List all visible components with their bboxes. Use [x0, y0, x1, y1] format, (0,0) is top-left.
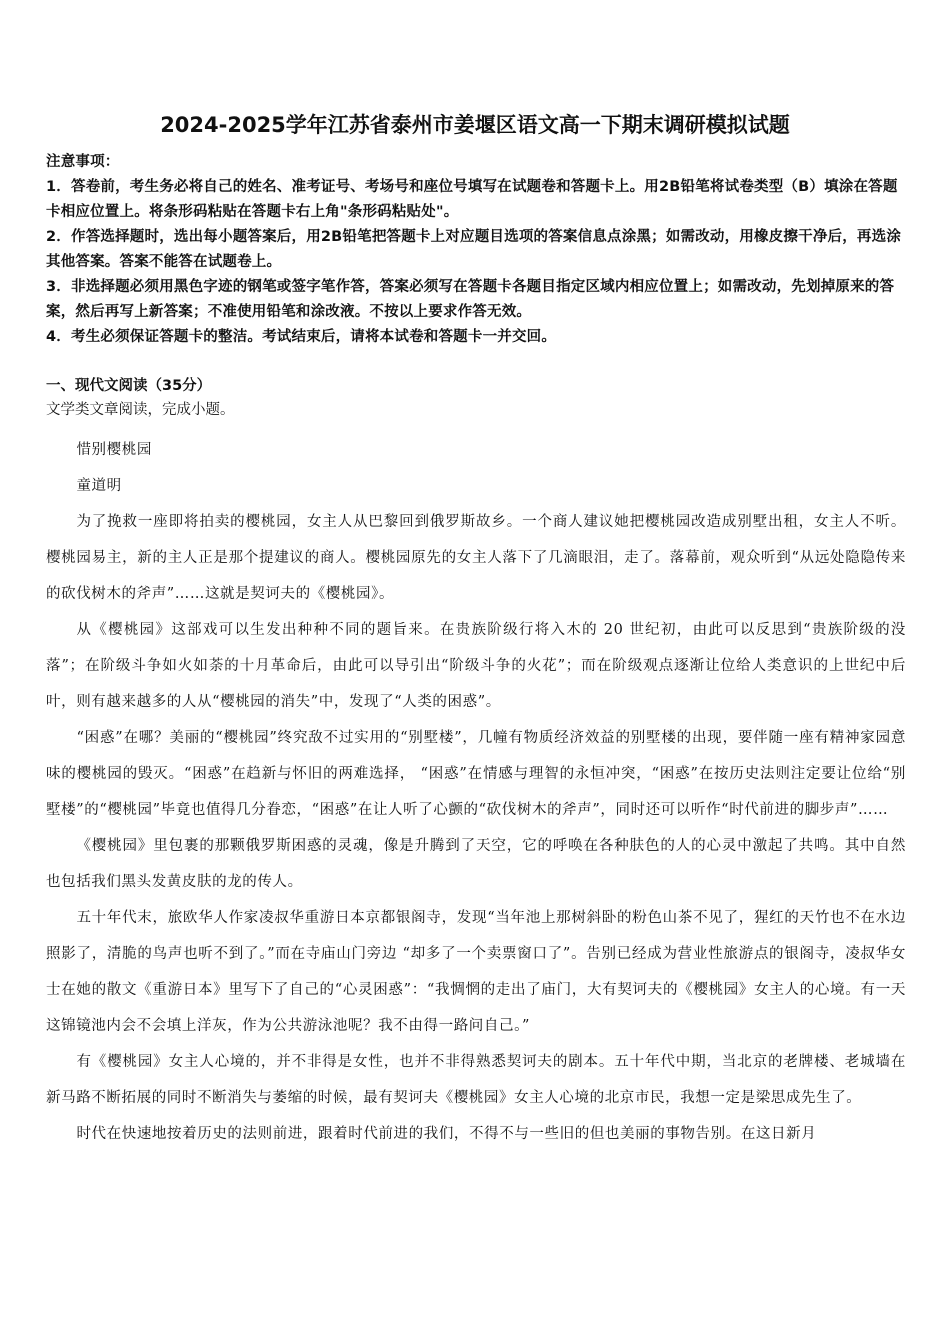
page-title: 2024-2025学年江苏省泰州市姜堰区语文高一下期末调研模拟试题 — [160, 113, 790, 137]
notice-heading: 注意事项： — [46, 154, 120, 170]
section-instruction: 文学类文章阅读，完成小题。 — [46, 402, 235, 418]
article-body — [46, 432, 906, 1152]
article-paragraph-3: “困惑”在哪？美丽的“樱桃园”终究敌不过实用的“别墅楼”，几幢有物质经济效益的别墅楼的出现，要伴随一座有精神家园意味的樱桃园的毁灭。“困惑”在趋新与怀旧的两难选择， “困惑”在情感与理智的永恒冲突，“困惑”在按历史法则注定要让位给“别墅楼”的“樱桃园”毕竟也值得几分眷恋，“困惑”在让人听了心颤的“砍伐树木的斧声”，同时还可以听作“时代前进的脚步声”…… — [46, 730, 906, 818]
notice-item-4: 4．考生必须保证答题卡的整洁。考试结束后，请将本试卷和答题卡一并交回。 — [46, 329, 557, 345]
section-heading: 一、现代文阅读（35分） — [46, 378, 212, 394]
notice-block — [46, 150, 906, 350]
notice-item-3: 3．非选择题必须用黑色字迹的钢笔或签字笔作答，答案必须写在答题卡各题目指定区域内相应位置上；如需改动，先划掉原来的答案，然后再写上新答案；不准使用铅笔和涂改液。不按以上要求作答无效。 — [46, 279, 895, 320]
article-paragraph-4: 《樱桃园》里包裹的那颗俄罗斯困惑的灵魂，像是升腾到了天空，它的呼唤在各种肤色的人的心灵中激起了共鸣。其中自然也包括我们黑头发黄皮肤的龙的传人。 — [46, 838, 906, 890]
article-paragraph-2: 从《樱桃园》这部戏可以生发出种种不同的题旨来。在贵族阶级行将入木的 20 世纪初，由此可以反思到“贵族阶级的没落”；在阶级斗争如火如荼的十月革命后，由此可以导引出“阶级斗争的火花”；而在阶级观点逐渐让位给人类意识的上世纪中后叶，则有越来越多的人从“樱桃园的消失”中，发现了“人类的困惑”。 — [46, 622, 906, 710]
notice-item-1: 1．答卷前，考生务必将自己的姓名、准考证号、考场号和座位号填写在试题卷和答题卡上。用2B铅笔将试卷类型（B）填涂在答题卡相应位置上。将条形码粘贴在答题卡右上角"条形码粘贴处"。 — [46, 179, 898, 220]
article-paragraph-7: 时代在快速地按着历史的法则前进，跟着时代前进的我们，不得不与一些旧的但也美丽的事物告别。在这日新月 — [76, 1126, 817, 1142]
article-paragraph-5: 五十年代末，旅欧华人作家凌叔华重游日本京都银阁寺，发现“当年池上那树斜卧的粉色山茶不见了，猩红的天竹也不在水边照影了，清脆的鸟声也听不到了。”而在寺庙山门旁边 “却多了一个卖票窗口了”。告别已经成为营业性旅游点的银阁寺，凌叔华女士在她的散文《重游日本》里写下了自己的“心灵困惑”：“我惆惘的走出了庙门，大有契诃夫的《樱桃园》女主人的心境。有一天这锦镜池内会不会填上洋灰，作为公共游泳池呢？我不由得一路问自己。” — [46, 910, 906, 1034]
article-title: 惜别樱桃园 — [76, 442, 152, 458]
article-author: 童道明 — [76, 478, 122, 494]
article-paragraph-1: 为了挽救一座即将拍卖的樱桃园，女主人从巴黎回到俄罗斯故乡。一个商人建议她把樱桃园改造成别墅出租，女主人不听。樱桃园易主，新的主人正是那个提建议的商人。樱桃园原先的女主人落下了几滴眼泪，走了。落幕前，观众听到“从远处隐隐传来的砍伐树木的斧声”……这就是契诃夫的《樱桃园》。 — [46, 514, 906, 602]
notice-item-2: 2．作答选择题时，选出每小题答案后，用2B铅笔把答题卡上对应题目选项的答案信息点涂黑；如需改动，用橡皮擦干净后，再选涂其他答案。答案不能答在试题卷上。 — [46, 229, 902, 270]
article-paragraph-6: 有《樱桃园》女主人心境的，并不非得是女性，也并不非得熟悉契诃夫的剧本。五十年代中期，当北京的老牌楼、老城墙在新马路不断拓展的同时不断消失与萎缩的时候，最有契诃夫《樱桃园》女主人心境的北京市民，我想一定是梁思成先生了。 — [46, 1054, 906, 1106]
section-header — [46, 374, 906, 422]
